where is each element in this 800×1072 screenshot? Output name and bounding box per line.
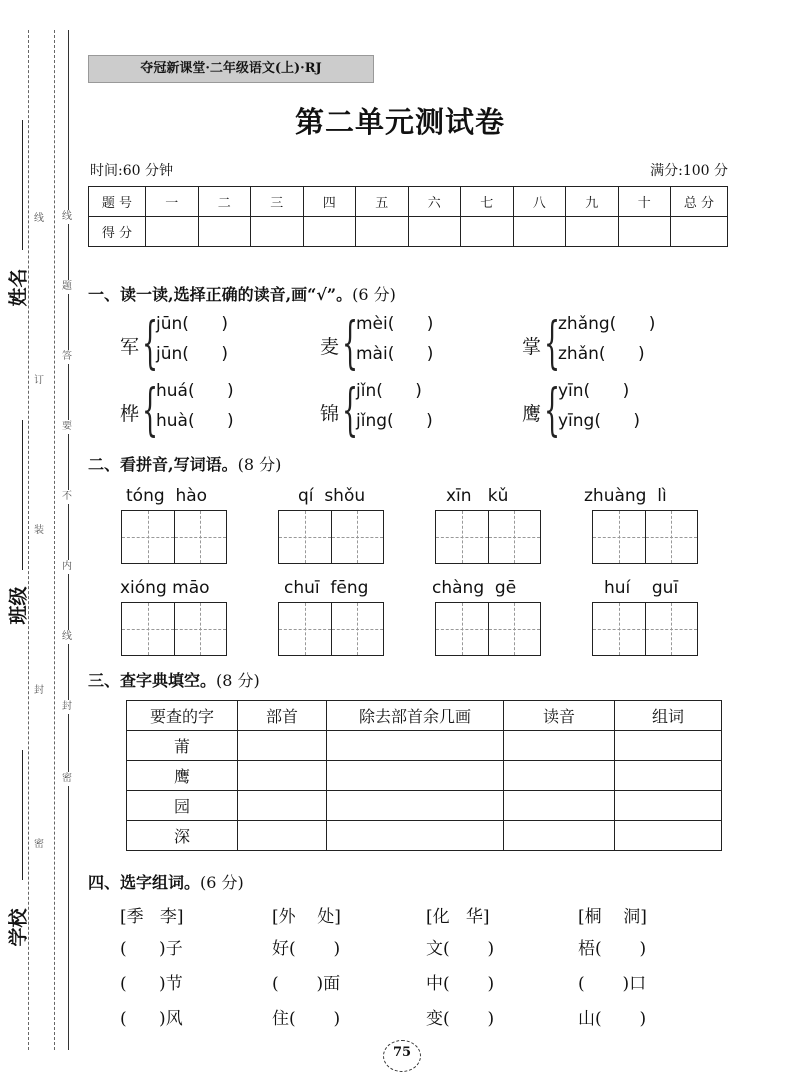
- seal-char: 不: [62, 491, 72, 502]
- binding-dashed-line-left: [28, 30, 29, 1050]
- writing-grid[interactable]: [435, 602, 541, 656]
- dictionary-table: [126, 700, 722, 851]
- fill-blank-word[interactable]: ( )口: [578, 974, 647, 994]
- score-header-cell: 八: [513, 187, 566, 217]
- lookup-char: 鹰: [127, 761, 238, 791]
- fill-blank-word[interactable]: 文( ): [426, 939, 495, 959]
- score-table: [88, 186, 728, 247]
- grid-cell[interactable]: [436, 603, 489, 655]
- grid-cell[interactable]: [332, 603, 384, 655]
- grid-cell[interactable]: [593, 511, 646, 563]
- choice-char: 麦: [320, 336, 340, 358]
- class-label: 班级: [7, 586, 30, 625]
- grid-cell[interactable]: [489, 603, 541, 655]
- name-label: 姓名: [7, 268, 30, 307]
- answer-cell[interactable]: [504, 821, 615, 851]
- section1-title: 一、读一读,选择正确的读音,画“√”。: [88, 285, 353, 304]
- grid-cell[interactable]: [646, 603, 698, 655]
- school-underline: [22, 750, 23, 880]
- char-group: [季 李]: [120, 907, 184, 927]
- grid-cell[interactable]: [122, 603, 175, 655]
- score-header-cell: 四: [303, 187, 356, 217]
- score-header-cell: 九: [566, 187, 619, 217]
- choice-option[interactable]: zhǎn( ): [558, 344, 645, 364]
- dictionary-header-cell: 读音: [504, 701, 615, 731]
- lookup-char: 深: [127, 821, 238, 851]
- seal-char: 内: [62, 561, 72, 572]
- writing-grid[interactable]: [278, 510, 384, 564]
- score-header-cell: 二: [198, 187, 251, 217]
- choice-option[interactable]: huá( ): [156, 381, 234, 401]
- answer-cell[interactable]: [615, 791, 722, 821]
- brace-icon: {: [142, 378, 159, 443]
- answer-cell[interactable]: [327, 821, 504, 851]
- brace-icon: {: [342, 311, 359, 376]
- choice-option[interactable]: jūn( ): [156, 314, 228, 334]
- score-header-cell: 三: [251, 187, 304, 217]
- writing-grid[interactable]: [121, 510, 227, 564]
- pinyin-prompt: qí shǒu: [298, 486, 366, 506]
- choice-option[interactable]: huà( ): [156, 411, 234, 431]
- fill-blank-word[interactable]: 住( ): [272, 1009, 341, 1029]
- score-header-cell: 五: [356, 187, 409, 217]
- grid-cell[interactable]: [646, 511, 698, 563]
- answer-cell[interactable]: [238, 791, 327, 821]
- lookup-char: 莆: [127, 731, 238, 761]
- score-cell[interactable]: [513, 217, 566, 247]
- brace-icon: {: [544, 311, 561, 376]
- fill-blank-word[interactable]: 好( ): [272, 939, 341, 959]
- binding-dashed-line-middle: [54, 30, 55, 1050]
- score-header-row: [89, 187, 728, 217]
- answer-cell[interactable]: [504, 761, 615, 791]
- section2-title: 二、看拼音,写词语。: [88, 455, 238, 474]
- section1-points: (6 分): [352, 285, 396, 304]
- grid-cell[interactable]: [175, 603, 227, 655]
- choice-option[interactable]: yīng( ): [558, 411, 641, 431]
- section4-points: (6 分): [200, 873, 244, 892]
- choice-char: 桦: [120, 403, 140, 425]
- full-score: 满分:100 分: [650, 163, 728, 179]
- choice-char: 鹰: [522, 403, 542, 425]
- score-header-cell: 一: [146, 187, 199, 217]
- writing-grid[interactable]: [121, 602, 227, 656]
- grid-cell[interactable]: [593, 603, 646, 655]
- time-limit: 时间:60 分钟: [90, 163, 173, 179]
- score-cell[interactable]: [408, 217, 461, 247]
- seal-char: 封: [34, 685, 44, 696]
- seal-char: 线: [62, 631, 72, 642]
- grid-cell[interactable]: [436, 511, 489, 563]
- choice-option[interactable]: mèi( ): [356, 314, 434, 334]
- answer-cell[interactable]: [504, 731, 615, 761]
- score-cell[interactable]: [303, 217, 356, 247]
- pinyin-prompt: chuī fēng: [284, 578, 369, 598]
- pinyin-prompt: huí guī: [604, 578, 679, 598]
- fill-blank-word[interactable]: ( )子: [120, 939, 183, 959]
- seal-char: 线: [34, 213, 44, 224]
- score-header-cell: 题 号: [89, 187, 146, 217]
- fill-blank-word[interactable]: 山( ): [578, 1009, 647, 1029]
- answer-cell[interactable]: [615, 761, 722, 791]
- choice-option[interactable]: zhǎng( ): [558, 314, 656, 334]
- grid-cell[interactable]: [332, 511, 384, 563]
- score-input-row: [89, 217, 728, 247]
- brace-icon: {: [142, 311, 159, 376]
- score-cell[interactable]: [618, 217, 671, 247]
- writing-grid[interactable]: [592, 510, 698, 564]
- choice-option[interactable]: jǐn( ): [356, 381, 422, 401]
- seal-char: 密: [62, 773, 72, 784]
- choice-option[interactable]: jǐng( ): [356, 411, 433, 431]
- lookup-char: 园: [127, 791, 238, 821]
- grid-cell[interactable]: [279, 603, 332, 655]
- answer-cell[interactable]: [615, 731, 722, 761]
- section3-heading: [88, 668, 260, 691]
- score-cell[interactable]: [671, 217, 728, 247]
- score-header-cell: 总 分: [671, 187, 728, 217]
- answer-cell[interactable]: [327, 791, 504, 821]
- grid-cell[interactable]: [489, 511, 541, 563]
- book-banner: 夺冠新课堂·二年级语文(上)·RJ: [88, 55, 374, 83]
- fill-blank-word[interactable]: ( )节: [120, 974, 183, 994]
- score-header-cell: 六: [408, 187, 461, 217]
- answer-cell[interactable]: [238, 761, 327, 791]
- page-number: 75: [383, 1040, 421, 1072]
- char-group: [化 华]: [426, 907, 490, 927]
- answer-cell[interactable]: [615, 821, 722, 851]
- seal-char: 题: [62, 281, 72, 292]
- answer-cell[interactable]: [327, 761, 504, 791]
- score-cell[interactable]: [146, 217, 199, 247]
- writing-grid[interactable]: [592, 602, 698, 656]
- choice-char: 掌: [522, 336, 542, 358]
- seal-char: 要: [62, 421, 72, 432]
- grid-cell[interactable]: [279, 511, 332, 563]
- char-group: [桐 洞]: [578, 907, 647, 927]
- table-row: [127, 791, 722, 821]
- seal-char: 封: [62, 701, 72, 712]
- section3-title: 三、查字典填空。: [88, 671, 217, 690]
- score-header-cell: 七: [461, 187, 514, 217]
- table-row: [127, 761, 722, 791]
- writing-grid[interactable]: [278, 602, 384, 656]
- score-cell[interactable]: [566, 217, 619, 247]
- section2-heading: [88, 452, 281, 475]
- dictionary-header-cell: 组词: [615, 701, 722, 731]
- score-cell[interactable]: [356, 217, 409, 247]
- table-row: [127, 821, 722, 851]
- choice-option[interactable]: yīn( ): [558, 381, 630, 401]
- grid-cell[interactable]: [175, 511, 227, 563]
- binding-solid-line: [68, 30, 69, 1050]
- dictionary-header-row: [127, 701, 722, 731]
- pinyin-prompt: xīn kǔ: [446, 486, 509, 506]
- table-row: [127, 731, 722, 761]
- seal-char: 订: [34, 375, 44, 386]
- choice-char: 军: [120, 336, 140, 358]
- pinyin-prompt: xióng māo: [120, 578, 210, 598]
- pinyin-prompt: chàng gē: [432, 578, 517, 598]
- section3-points: (8 分): [216, 671, 260, 690]
- section2-points: (8 分): [237, 455, 282, 474]
- choice-option[interactable]: jūn( ): [156, 344, 228, 364]
- section4-title: 四、选字组词。: [88, 873, 201, 892]
- pinyin-prompt: zhuàng lì: [584, 486, 667, 506]
- writing-grid[interactable]: [435, 510, 541, 564]
- fill-blank-word[interactable]: 变( ): [426, 1009, 495, 1029]
- score-header-cell: 十: [618, 187, 671, 217]
- score-cell[interactable]: [461, 217, 514, 247]
- section1-heading: [88, 282, 396, 305]
- choice-char: 锦: [320, 403, 340, 425]
- score-cell[interactable]: [198, 217, 251, 247]
- dictionary-header-cell: 除去部首余几画: [327, 701, 504, 731]
- dictionary-header-cell: 部首: [238, 701, 327, 731]
- score-cell[interactable]: [251, 217, 304, 247]
- seal-char: 线: [62, 211, 72, 222]
- seal-char: 答: [62, 351, 72, 362]
- school-label: 学校: [7, 908, 30, 947]
- answer-cell[interactable]: [504, 791, 615, 821]
- char-group: [外 处]: [272, 907, 341, 927]
- answer-cell[interactable]: [327, 731, 504, 761]
- fill-blank-word[interactable]: 中( ): [426, 974, 495, 994]
- class-underline: [22, 420, 23, 570]
- brace-icon: {: [544, 378, 561, 443]
- pinyin-prompt: tóng hào: [126, 486, 208, 506]
- answer-cell[interactable]: [238, 731, 327, 761]
- seal-char: 装: [34, 525, 44, 536]
- seal-char: 密: [34, 839, 44, 850]
- page-title: 第二单元测试卷: [294, 105, 505, 139]
- brace-icon: {: [342, 378, 359, 443]
- answer-cell[interactable]: [238, 821, 327, 851]
- fill-blank-word[interactable]: ( )风: [120, 1009, 183, 1029]
- score-row-label: 得 分: [89, 217, 146, 247]
- fill-blank-word[interactable]: ( )面: [272, 974, 341, 994]
- choice-option[interactable]: mài( ): [356, 344, 434, 364]
- fill-blank-word[interactable]: 梧( ): [578, 939, 647, 959]
- section4-heading: [88, 870, 244, 893]
- grid-cell[interactable]: [122, 511, 175, 563]
- dictionary-header-cell: 要查的字: [127, 701, 238, 731]
